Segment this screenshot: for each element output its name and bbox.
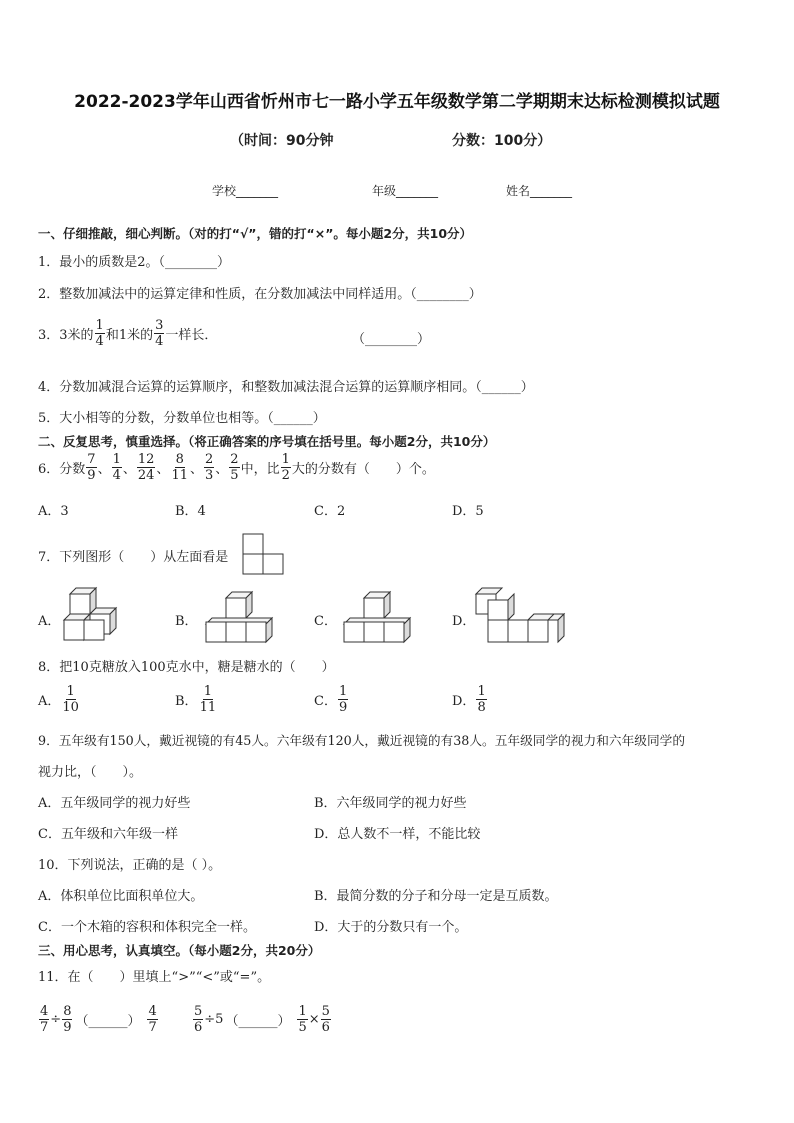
q9-option-b[interactable]: B．六年级同学的视力好些 [314, 796, 467, 811]
exam-title: 2022-2023学年山西省忻州市七一路小学五年级数学第二学期期末达标检测模拟试题 [74, 92, 720, 112]
q7-option-d[interactable]: D． [452, 614, 476, 629]
q11-e1-blank[interactable]: （______） [75, 1014, 141, 1029]
q8-option-d[interactable] [452, 684, 488, 715]
q8-option-d-fraction: $\frac{1}{8}$ [477, 684, 486, 715]
q6-option-b[interactable]: B．4 [175, 504, 206, 519]
q3-text-b: 和1米的 [105, 328, 154, 343]
q11-e1-fraction-3: $\frac{4}{7}$ [148, 1004, 157, 1035]
q8-option-d-label: D． [452, 694, 476, 709]
exam-time: （时间：90分钟 [230, 133, 334, 149]
question-3 [38, 318, 217, 349]
q8-option-c-fraction: $\frac{1}{9}$ [338, 684, 348, 715]
q11-expression-2 [192, 1004, 332, 1035]
q11-e1-fraction-1: $\frac{4}{7}$ [40, 1004, 49, 1035]
q11-expression-1 [38, 1004, 159, 1035]
name-field: 姓名_______ [506, 184, 573, 198]
q3-answer-paren: （________） [352, 332, 431, 347]
q6-option-d[interactable]: D．5 [452, 504, 484, 519]
q6-fraction-1: $\frac{7}{9}$ [87, 452, 96, 483]
question-4: 4．分数加减混合运算的运算顺序，和整数加减法混合运算的运算顺序相同。（______） [38, 380, 534, 395]
q6-fraction-2: $\frac{1}{4}$ [112, 452, 121, 483]
q3-fraction-1: $\frac{1}{4}$ [95, 318, 104, 349]
q10-option-a[interactable]: A．体积单位比面积单位大。 [38, 889, 204, 904]
q7-option-a[interactable]: A． [38, 614, 61, 629]
q6-reference-fraction: $\frac{1}{2}$ [281, 452, 290, 483]
q3-text-c: 一样长． [165, 328, 218, 343]
q7-figure-a[interactable] [60, 586, 122, 644]
q7-figure-d[interactable] [474, 586, 568, 646]
q9-option-d[interactable]: D．总人数不一样，不能比较 [314, 827, 481, 842]
section3-heading: 三、用心思考，认真填空。（每小题2分，共20分） [38, 943, 321, 958]
q3-text-a: 3．3米的 [38, 328, 94, 343]
grade-field: 年级_______ [372, 184, 439, 198]
q6-fraction-3: $\frac{12}{24}$ [137, 452, 155, 483]
q6-option-a[interactable]: A．3 [38, 504, 69, 519]
q6-sep: 、 [122, 462, 136, 477]
q8-option-c[interactable] [314, 684, 349, 715]
q9-option-c[interactable]: C．五年级和六年级一样 [38, 827, 178, 842]
q6-sep: 、 [189, 462, 203, 477]
q7-figure-c[interactable] [342, 590, 414, 644]
question-10: 10．下列说法，正确的是（ ）。 [38, 858, 222, 873]
q7-figure-b[interactable] [204, 590, 276, 644]
q11-e2-operator-2: × [308, 1012, 320, 1027]
q7-option-c[interactable]: C． [314, 614, 337, 629]
q6-prefix: 6．分数 [38, 462, 86, 477]
q6-sep: 、 [97, 462, 111, 477]
q7-left-view-figure [240, 532, 286, 578]
q11-e2-fraction-2: $\frac{1}{5}$ [298, 1004, 307, 1035]
q6-fraction-6: $\frac{2}{5}$ [230, 452, 239, 483]
q11-e1-operator: ÷ [50, 1012, 62, 1027]
q8-option-a-fraction: $\frac{1}{10}$ [62, 684, 79, 715]
q10-option-c[interactable]: C．一个木箱的容积和体积完全一样。 [38, 920, 256, 935]
q3-fraction-2: $\frac{3}{4}$ [155, 318, 164, 349]
q6-fraction-5: $\frac{2}{3}$ [205, 452, 214, 483]
q8-option-b[interactable] [175, 684, 218, 715]
q6-sep: 、 [215, 462, 229, 477]
q8-option-c-label: C． [314, 694, 337, 709]
question-7: 7．下列图形（ ）从左面看是 [38, 550, 229, 565]
q9-option-a[interactable]: A．五年级同学的视力好些 [38, 796, 191, 811]
question-8: 8．把10克糖放入100克水中，糖是糖水的（ ） [38, 660, 335, 675]
exam-score: 分数：100分） [452, 133, 552, 149]
q8-option-a[interactable] [38, 684, 81, 715]
q6-sep: 、 [156, 462, 170, 477]
question-5: 5．大小相等的分数，分数单位也相等。（______） [38, 411, 326, 426]
q10-option-b[interactable]: B．最简分数的分子和分母一定是互质数。 [314, 889, 558, 904]
q8-option-b-label: B． [175, 694, 198, 709]
q11-e1-fraction-2: $\frac{8}{9}$ [63, 1004, 72, 1035]
question-6 [38, 452, 435, 483]
school-field: 学校_______ [212, 184, 279, 198]
q7-option-b[interactable]: B． [175, 614, 198, 629]
q6-option-c[interactable]: C．2 [314, 504, 346, 519]
q8-option-b-fraction: $\frac{1}{11}$ [199, 684, 217, 715]
section1-heading: 一、仔细推敲，细心判断。（对的打“√”，错的打“×”。每小题2分，共10分） [38, 226, 473, 241]
q11-e2-operator: ÷5 [204, 1012, 224, 1027]
q6-mid: 中，比 [240, 462, 280, 477]
q10-option-d[interactable]: D．大于的分数只有一个。 [314, 920, 468, 935]
q11-e2-fraction-3: $\frac{5}{6}$ [321, 1004, 330, 1035]
section2-heading: 二、反复思考，慎重选择。（将正确答案的序号填在括号里。每小题2分，共10分） [38, 434, 496, 449]
q6-suffix: 大的分数有（ ）个。 [291, 462, 435, 477]
question-2: 2．整数加减法中的运算定律和性质，在分数加减法中同样适用。（________） [38, 287, 482, 302]
q11-e2-fraction-1: $\frac{5}{6}$ [194, 1004, 203, 1035]
q8-option-a-label: A． [38, 694, 61, 709]
question-9-line-1: 9．五年级有150人，戴近视镜的有45人。六年级有120人，戴近视镜的有38人。五年级同学的视力和六年级同学的 [38, 733, 686, 748]
question-11: 11．在（ ）里填上“>”“<”或“=”。 [38, 970, 271, 985]
question-9-line-2: 视力比，（ ）。 [38, 765, 143, 780]
q6-fraction-4: $\frac{8}{11}$ [171, 452, 188, 483]
q11-e2-blank[interactable]: （______） [225, 1014, 291, 1029]
question-1: 1．最小的质数是2。（________） [38, 255, 231, 270]
